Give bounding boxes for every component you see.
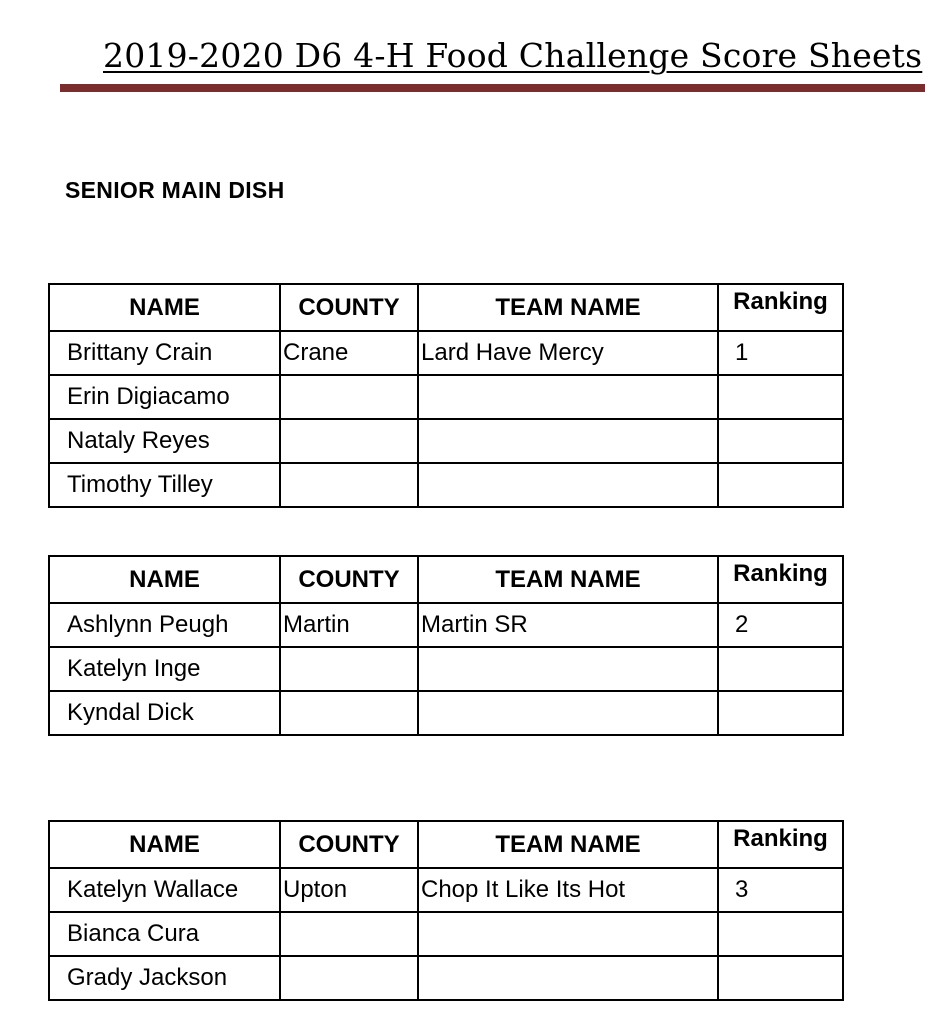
table-header-row — [49, 284, 843, 331]
section-heading: SENIOR MAIN DISH — [65, 177, 285, 203]
county-cell: Martin — [280, 603, 418, 647]
team-name-cell: Chop It Like Its Hot — [418, 868, 718, 912]
member-name: Erin Digiacamo — [49, 375, 280, 419]
table-row — [49, 375, 843, 419]
column-header-ranking: Ranking — [718, 821, 843, 868]
team-name-cell-empty — [418, 647, 718, 691]
column-header-name: NAME — [49, 821, 280, 868]
county-cell-empty — [280, 956, 418, 1000]
column-header-name: NAME — [49, 556, 280, 603]
table-row — [49, 868, 843, 912]
county-cell-empty — [280, 375, 418, 419]
county-cell: Crane — [280, 331, 418, 375]
column-header-ranking: Ranking — [718, 284, 843, 331]
table-row — [49, 647, 843, 691]
column-header-county: COUNTY — [280, 556, 418, 603]
column-header-team-name: TEAM NAME — [418, 821, 718, 868]
member-name: Timothy Tilley — [49, 463, 280, 507]
member-name: Bianca Cura — [49, 912, 280, 956]
member-name: Katelyn Wallace — [49, 868, 280, 912]
county-cell-empty — [280, 419, 418, 463]
table-row — [49, 331, 843, 375]
member-name: Nataly Reyes — [49, 419, 280, 463]
score-table-team-1 — [48, 283, 844, 508]
county-cell-empty — [280, 647, 418, 691]
score-table-team-2 — [48, 555, 844, 736]
ranking-cell-empty — [718, 956, 843, 1000]
table-row — [49, 691, 843, 735]
table-row — [49, 603, 843, 647]
ranking-cell: 1 — [718, 331, 843, 375]
ranking-cell-empty — [718, 463, 843, 507]
ranking-cell-empty — [718, 691, 843, 735]
table-row — [49, 956, 843, 1000]
team-name-cell-empty — [418, 912, 718, 956]
ranking-cell-empty — [718, 912, 843, 956]
column-header-county: COUNTY — [280, 284, 418, 331]
column-header-team-name: TEAM NAME — [418, 284, 718, 331]
column-header-name: NAME — [49, 284, 280, 331]
column-header-ranking: Ranking — [718, 556, 843, 603]
table-header-row — [49, 556, 843, 603]
team-name-cell-empty — [418, 956, 718, 1000]
team-name-cell: Martin SR — [418, 603, 718, 647]
member-name: Ashlynn Peugh — [49, 603, 280, 647]
team-name-cell: Lard Have Mercy — [418, 331, 718, 375]
table-row — [49, 912, 843, 956]
member-name: Grady Jackson — [49, 956, 280, 1000]
column-header-team-name: TEAM NAME — [418, 556, 718, 603]
table-row — [49, 463, 843, 507]
member-name: Kyndal Dick — [49, 691, 280, 735]
title-divider — [60, 84, 925, 92]
score-table-team-3 — [48, 820, 844, 1001]
team-name-cell-empty — [418, 691, 718, 735]
member-name: Brittany Crain — [49, 331, 280, 375]
ranking-cell: 3 — [718, 868, 843, 912]
county-cell-empty — [280, 691, 418, 735]
ranking-cell-empty — [718, 375, 843, 419]
county-cell-empty — [280, 912, 418, 956]
team-name-cell-empty — [418, 375, 718, 419]
county-cell-empty — [280, 463, 418, 507]
member-name: Katelyn Inge — [49, 647, 280, 691]
team-name-cell-empty — [418, 419, 718, 463]
ranking-cell-empty — [718, 647, 843, 691]
column-header-county: COUNTY — [280, 821, 418, 868]
county-cell: Upton — [280, 868, 418, 912]
table-header-row — [49, 821, 843, 868]
table-row — [49, 419, 843, 463]
ranking-cell-empty — [718, 419, 843, 463]
document-title: 2019-2020 D6 4-H Food Challenge Score Sheets — [103, 36, 923, 75]
ranking-cell: 2 — [718, 603, 843, 647]
team-name-cell-empty — [418, 463, 718, 507]
